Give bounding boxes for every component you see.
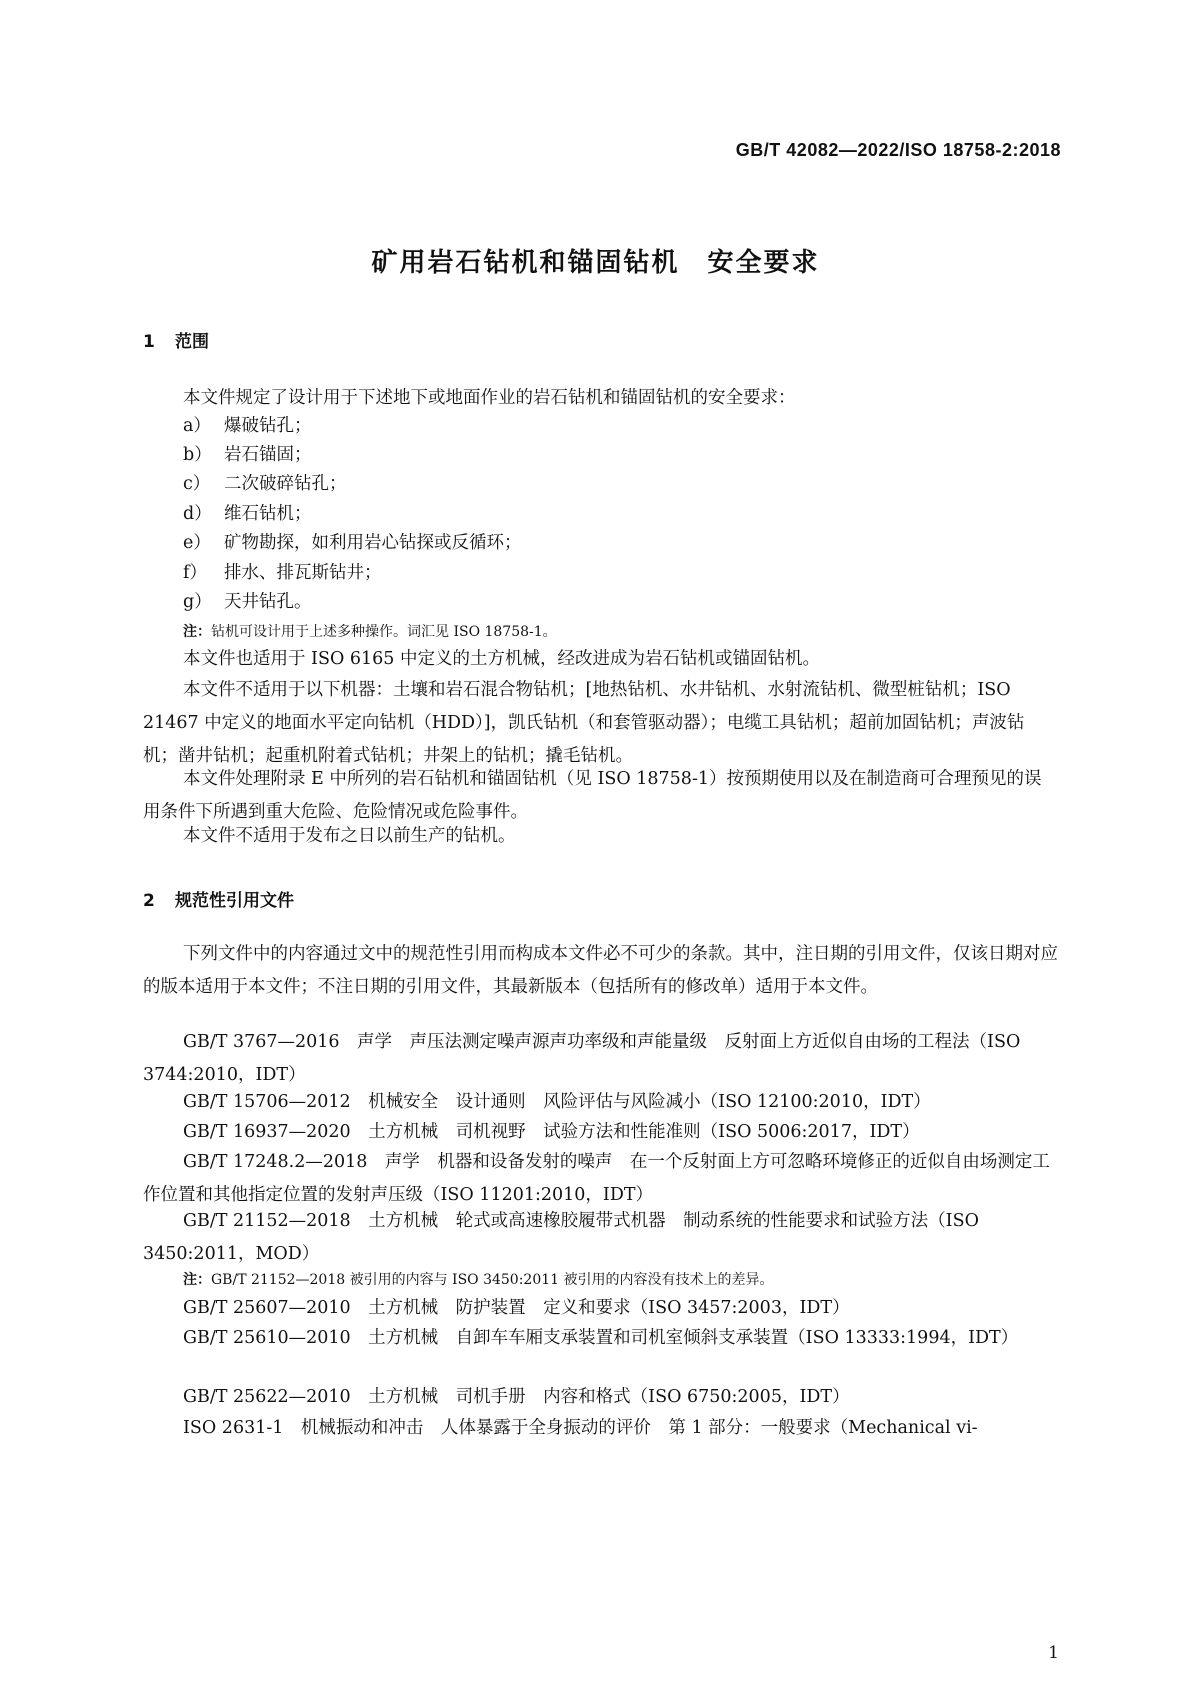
note-text: 钻机可设计用于上述多种操作。词汇见 ISO 18758-1。 xyxy=(211,624,557,640)
paragraph-applies: 本文件也适用于 ISO 6165 中定义的土方机械，经改进成为岩石钻机或锚固钻机。 xyxy=(183,649,820,669)
list-text: 爆破钻孔； xyxy=(224,416,312,436)
scope-intro: 本文件规定了设计用于下述地下或地面作业的岩石钻机和锚固钻机的安全要求： xyxy=(183,388,796,408)
list-text: 二次破碎钻孔； xyxy=(224,474,347,494)
reference-item: GB/T 17248.2—2018 声学 机器和设备发射的噪声 在一个反射面上方可忽略环境修正的近似自由场测定工作位置和其他指定位置的发射声压级（ISO 11201:2010，IDT） xyxy=(143,1152,1050,1205)
section-title: 规范性引用文件 xyxy=(175,891,294,911)
reference-item: GB/T 21152—2018 土方机械 轮式或高速橡胶履带式机器 制动系统的性能要求和试验方法（ISO 3450:2011，MOD） xyxy=(143,1211,979,1264)
note xyxy=(183,620,557,644)
list-text: 维石钻机； xyxy=(224,504,312,524)
section-number: 1 xyxy=(143,332,155,352)
note-label: 注： xyxy=(183,624,211,640)
paragraph-not-applies: 本文件不适用于以下机器：土壤和岩石混合物钻机；[地热钻机、水井钻机、水射流钻机、微型桩钻机；ISO 21467 中定义的地面水平定向钻机（HDD）]，凯氏钻机（和套管驱动器）；电缆工具钻机；超前加固钻机；声波钻机；凿井钻机；起重机附着式钻机；井架上的钻机；撬毛钻机。 xyxy=(143,680,1025,766)
note-text: GB/T 21152—2018 被引用的内容与 ISO 3450:2011 被引用的内容没有技术上的差异。 xyxy=(211,1272,774,1288)
paragraph-hazards: 本文件处理附录 E 中所列的岩石钻机和锚固钻机（见 ISO 18758-1）按预期使用以及在制造商可合理预见的误用条件下所遇到重大危险、危险情况或危险事件。 xyxy=(143,769,1042,822)
reference-item: ISO 2631-1 机械振动和冲击 人体暴露于全身振动的评价 第 1 部分：一般要求（Mechanical vi- xyxy=(183,1418,978,1438)
list-marker: d） xyxy=(183,504,212,524)
normative-intro: 下列文件中的内容通过文中的规范性引用而构成本文件必不可少的条款。其中，注日期的引用文件，仅该日期对应的版本适用于本文件；不注日期的引用文件，其最新版本（包括所有的修改单）适用于本文件。 xyxy=(143,944,1058,997)
list-marker: b） xyxy=(183,445,212,465)
reference-item: GB/T 16937—2020 土方机械 司机视野 试验方法和性能准则（ISO 5006:2017，IDT） xyxy=(183,1122,920,1142)
paragraph-date: 本文件不适用于发布之日以前生产的钻机。 xyxy=(183,826,516,846)
list-text: 矿物勘探，如利用岩心钻探或反循环； xyxy=(224,533,522,553)
section-2-heading xyxy=(143,886,294,911)
list-marker: a） xyxy=(183,416,211,436)
list-text: 岩石锚固； xyxy=(224,445,312,465)
reference-item: GB/T 15706—2012 机械安全 设计通则 风险评估与风险减小（ISO 12100:2010，IDT） xyxy=(183,1092,931,1112)
page-number: 1 xyxy=(1048,1643,1059,1663)
reference-item: GB/T 25607—2010 土方机械 防护装置 定义和要求（ISO 3457:2003，IDT） xyxy=(183,1298,850,1318)
list-marker: c） xyxy=(183,474,211,494)
document-title: 矿用岩石钻机和锚固钻机 安全要求 xyxy=(371,248,820,278)
reference-item: GB/T 3767—2016 声学 声压法测定噪声源声功率级和声能量级 反射面上方近似自由场的工程法（ISO 3744:2010，IDT） xyxy=(143,1032,1021,1085)
note-label: 注： xyxy=(183,1272,211,1288)
section-title: 范围 xyxy=(175,332,209,352)
note xyxy=(183,1268,774,1292)
list-marker: f） xyxy=(183,563,207,583)
list-text: 天井钻孔。 xyxy=(224,592,312,612)
list-item xyxy=(183,527,522,560)
list-marker: e） xyxy=(183,533,211,553)
list-item xyxy=(183,586,312,619)
standard-code: GB/T 42082—2022/ISO 18758-2:2018 xyxy=(735,140,1061,160)
list-text: 排水、排瓦斯钻井； xyxy=(224,563,382,583)
list-marker: g） xyxy=(183,592,212,612)
list-item xyxy=(183,468,347,501)
reference-item: GB/T 25622—2010 土方机械 司机手册 内容和格式（ISO 6750:2005，IDT） xyxy=(183,1387,850,1407)
section-number: 2 xyxy=(143,891,155,911)
reference-item: GB/T 25610—2010 土方机械 自卸车车厢支承装置和司机室倾斜支承装置（ISO 13333:1994，IDT） xyxy=(183,1328,1019,1348)
section-1-heading xyxy=(143,327,209,352)
